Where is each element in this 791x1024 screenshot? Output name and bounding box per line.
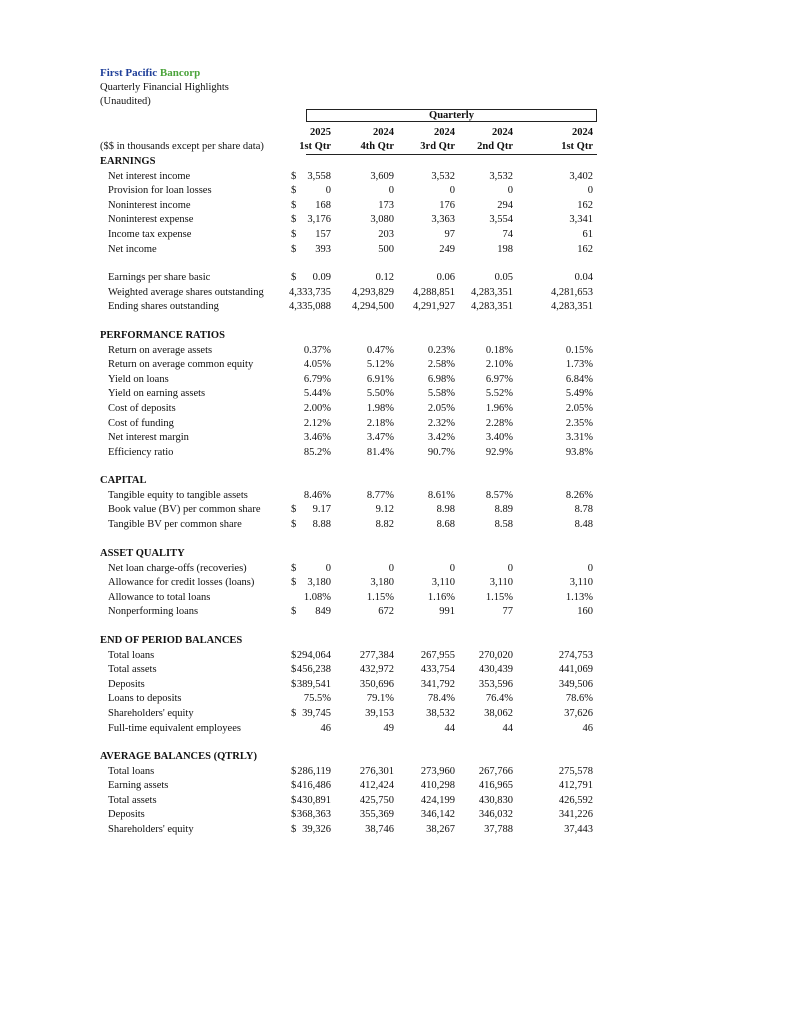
- cell-value: 389,541: [296, 678, 331, 690]
- cell-value: 85.2%: [303, 446, 331, 458]
- cell-value: 162: [577, 243, 593, 255]
- cell-value: 75.5%: [303, 693, 331, 705]
- cell-value: 425,750: [359, 794, 394, 806]
- table-row: [0, 605, 791, 619]
- cell-value: 44: [444, 722, 455, 734]
- header-underline: [306, 154, 597, 155]
- section-heading: EARNINGS: [100, 156, 156, 167]
- row-label: Allowance for credit losses (loans): [108, 577, 255, 589]
- report-subtitle: Quarterly Financial Highlights: [100, 82, 229, 93]
- row-label: Total loans: [108, 649, 155, 661]
- cell-value: 275,578: [558, 765, 593, 777]
- cell-value: 6.97%: [485, 373, 513, 385]
- cell-value: 4.05%: [303, 359, 331, 371]
- table-row: [0, 678, 791, 692]
- cell-value: 3,554: [489, 214, 513, 226]
- section-heading: END OF PERIOD BALANCES: [100, 635, 243, 646]
- cell-value: 8.88: [312, 518, 331, 530]
- cell-value: 173: [378, 199, 394, 211]
- company-logo: [100, 66, 200, 80]
- section-heading: AVERAGE BALANCES (QTRLY): [100, 751, 257, 762]
- cell-value: 430,891: [296, 794, 331, 806]
- cell-value: 294,064: [296, 649, 331, 661]
- cell-value: 39,153: [365, 708, 394, 719]
- dollar-sign: $: [291, 577, 297, 589]
- table-row: [0, 663, 791, 677]
- table-row: [0, 243, 791, 257]
- row-label: Return on average common equity: [108, 359, 254, 371]
- cell-value: 5.52%: [485, 388, 513, 400]
- cell-value: 412,424: [359, 780, 394, 792]
- row-label: Ending shares outstanding: [108, 301, 219, 313]
- table-row: [0, 503, 791, 517]
- row-label: Earnings per share basic: [108, 272, 211, 283]
- cell-value: 8.98: [436, 504, 455, 516]
- cell-value: 9.12: [375, 504, 394, 516]
- cell-value: 5.49%: [565, 388, 593, 400]
- cell-value: 1.15%: [485, 591, 513, 603]
- unaudited-note: (Unaudited): [100, 96, 151, 107]
- cell-value: 0: [587, 562, 593, 574]
- cell-value: 79.1%: [366, 693, 394, 705]
- table-row: [0, 649, 791, 663]
- cell-value: 0.47%: [366, 344, 394, 356]
- column-year: 2024: [572, 127, 593, 138]
- cell-value: 97: [444, 229, 455, 240]
- cell-value: 270,020: [478, 649, 513, 661]
- cell-value: 46: [582, 722, 593, 734]
- cell-value: 0.05: [494, 272, 513, 283]
- cell-value: 3,609: [370, 170, 394, 182]
- cell-value: 4,283,351: [471, 301, 513, 313]
- cell-value: 6.84%: [565, 373, 593, 385]
- cell-value: 1.13%: [565, 591, 593, 603]
- table-row: [0, 184, 791, 198]
- column-year: 2025: [310, 127, 331, 138]
- dollar-sign: $: [291, 229, 297, 240]
- cell-value: 9.17: [312, 504, 331, 516]
- cell-value: 249: [439, 243, 455, 255]
- row-label: Shareholders' equity: [108, 708, 194, 719]
- cell-value: 353,596: [478, 678, 513, 690]
- cell-value: 78.4%: [427, 693, 455, 705]
- dollar-sign: $: [291, 606, 297, 618]
- row-label: Cost of deposits: [108, 403, 176, 414]
- row-label: Book value (BV) per common share: [108, 504, 261, 516]
- cell-value: 8.77%: [366, 489, 394, 501]
- cell-value: 3,110: [431, 577, 455, 589]
- column-quarter: 2nd Qtr: [477, 141, 513, 152]
- row-label: Full-time equivalent employees: [108, 722, 241, 734]
- dollar-sign: $: [291, 518, 297, 530]
- cell-value: 410,298: [420, 780, 455, 792]
- cell-value: 38,746: [365, 824, 394, 835]
- cell-value: 93.8%: [565, 446, 593, 458]
- cell-value: 350,696: [359, 678, 394, 690]
- cell-value: 1.96%: [485, 403, 513, 414]
- row-label: Net income: [108, 243, 157, 255]
- cell-value: 430,439: [478, 664, 513, 676]
- cell-value: 267,766: [478, 765, 513, 777]
- row-label: Total loans: [108, 765, 155, 777]
- cell-value: 0: [325, 185, 331, 197]
- cell-value: 672: [378, 606, 394, 618]
- cell-value: 286,119: [297, 765, 331, 777]
- dollar-sign: $: [291, 794, 297, 806]
- cell-value: 176: [439, 199, 455, 211]
- cell-value: 3.42%: [427, 432, 455, 444]
- cell-value: 37,626: [564, 708, 593, 719]
- cell-value: 267,955: [420, 649, 455, 661]
- row-label: Deposits: [108, 678, 145, 690]
- table-row: [0, 170, 791, 184]
- cell-value: 0: [507, 185, 513, 197]
- cell-value: 0.23%: [427, 344, 455, 356]
- dollar-sign: $: [291, 780, 297, 792]
- dollar-sign: $: [291, 199, 297, 211]
- table-row: [0, 358, 791, 372]
- cell-value: 8.68: [436, 518, 455, 530]
- cell-value: 0: [325, 562, 331, 574]
- cell-value: 3,532: [431, 170, 455, 182]
- table-row: [0, 692, 791, 706]
- cell-value: 8.48: [574, 518, 593, 530]
- row-label: Net loan charge-offs (recoveries): [108, 562, 247, 574]
- table-row: [0, 199, 791, 213]
- cell-value: 76.4%: [485, 693, 513, 705]
- table-row: [0, 591, 791, 605]
- cell-value: 2.32%: [427, 417, 455, 429]
- cell-value: 4,291,927: [413, 301, 455, 313]
- cell-value: 349,506: [558, 678, 593, 690]
- cell-value: 198: [497, 243, 513, 255]
- cell-value: 5.58%: [427, 388, 455, 400]
- table-row: [0, 431, 791, 445]
- cell-value: 3,110: [489, 577, 513, 589]
- cell-value: 38,267: [426, 824, 455, 835]
- cell-value: 3.31%: [565, 432, 593, 444]
- cell-value: 162: [577, 199, 593, 211]
- cell-value: 0: [587, 185, 593, 197]
- column-year: 2024: [373, 127, 394, 138]
- cell-value: 4,283,351: [471, 286, 513, 298]
- table-row: [0, 300, 791, 314]
- cell-value: 3.40%: [485, 432, 513, 444]
- cell-value: 1.08%: [303, 591, 331, 603]
- row-label: Yield on loans: [108, 373, 169, 385]
- cell-value: 500: [378, 243, 394, 255]
- cell-value: 77: [502, 606, 513, 618]
- row-label: Efficiency ratio: [108, 446, 174, 458]
- table-row: [0, 387, 791, 401]
- table-row: [0, 794, 791, 808]
- cell-value: 5.44%: [303, 388, 331, 400]
- cell-value: 2.58%: [427, 359, 455, 371]
- cell-value: 416,965: [478, 780, 513, 792]
- dollar-sign: $: [291, 649, 297, 661]
- section-heading: ASSET QUALITY: [100, 548, 185, 559]
- cell-value: 3,176: [307, 214, 331, 226]
- cell-value: 430,830: [478, 794, 513, 806]
- dollar-sign: $: [291, 170, 297, 182]
- cell-value: 38,062: [484, 708, 513, 719]
- cell-value: 46: [320, 722, 331, 734]
- column-quarter: 3rd Qtr: [420, 141, 455, 152]
- cell-value: 3,080: [370, 214, 394, 226]
- row-label: Income tax expense: [108, 229, 192, 240]
- cell-value: 4,293,829: [352, 286, 394, 298]
- cell-value: 276,301: [359, 765, 394, 777]
- table-row: [0, 271, 791, 285]
- cell-value: 78.6%: [565, 693, 593, 705]
- cell-value: 4,283,351: [551, 301, 593, 313]
- dollar-sign: $: [291, 504, 297, 516]
- table-row: [0, 373, 791, 387]
- cell-value: 346,142: [420, 809, 455, 821]
- cell-value: 4,335,088: [289, 301, 331, 313]
- cell-value: 341,226: [558, 809, 593, 821]
- cell-value: 0.04: [574, 272, 593, 283]
- row-label: Deposits: [108, 809, 145, 821]
- column-quarter: 1st Qtr: [299, 141, 331, 152]
- table-row: [0, 765, 791, 779]
- cell-value: 39,326: [302, 824, 331, 835]
- row-label: Total assets: [108, 794, 157, 806]
- cell-value: 341,792: [420, 678, 455, 690]
- cell-value: 426,592: [558, 794, 593, 806]
- cell-value: 0.06: [436, 272, 455, 283]
- cell-value: 0: [449, 562, 455, 574]
- cell-value: 0.12: [375, 272, 394, 283]
- cell-value: 168: [315, 199, 331, 211]
- cell-value: 1.15%: [366, 591, 394, 603]
- company-name-part1: First Pacific: [100, 67, 158, 79]
- cell-value: 81.4%: [366, 446, 394, 458]
- cell-value: 346,032: [478, 809, 513, 821]
- cell-value: 8.82: [375, 518, 394, 530]
- cell-value: 157: [315, 229, 331, 240]
- cell-value: 368,363: [296, 809, 331, 821]
- cell-value: 74: [502, 229, 513, 240]
- column-year: 2024: [492, 127, 513, 138]
- cell-value: 160: [577, 606, 593, 618]
- cell-value: 2.18%: [366, 417, 394, 429]
- cell-value: 441,069: [558, 664, 593, 676]
- row-label: Return on average assets: [108, 344, 213, 356]
- cell-value: 3,402: [569, 170, 593, 182]
- cell-value: 3.46%: [303, 432, 331, 444]
- cell-value: 2.05%: [565, 403, 593, 414]
- cell-value: 0: [449, 185, 455, 197]
- cell-value: 5.50%: [366, 388, 394, 400]
- company-name-part2: Bancorp: [159, 67, 201, 79]
- table-row: [0, 722, 791, 736]
- table-row: [0, 228, 791, 242]
- cell-value: 4,294,500: [352, 301, 394, 313]
- table-row: [0, 286, 791, 300]
- cell-value: 0: [388, 562, 394, 574]
- cell-value: 2.05%: [427, 403, 455, 414]
- cell-value: 3,558: [307, 170, 331, 182]
- cell-value: 991: [439, 606, 455, 618]
- dollar-sign: $: [291, 562, 297, 574]
- cell-value: 6.98%: [427, 373, 455, 385]
- table-row: [0, 707, 791, 721]
- cell-value: 44: [502, 722, 513, 734]
- row-label: Shareholders' equity: [108, 824, 194, 835]
- table-row: [0, 417, 791, 431]
- cell-value: 2.10%: [485, 359, 513, 371]
- cell-value: 294: [497, 199, 513, 211]
- dollar-sign: $: [291, 765, 297, 777]
- table-row: [0, 518, 791, 532]
- cell-value: 274,753: [558, 649, 593, 661]
- row-label: Loans to deposits: [108, 693, 182, 705]
- cell-value: 2.00%: [303, 403, 331, 414]
- table-row: [0, 808, 791, 822]
- table-row: [0, 562, 791, 576]
- cell-value: 8.26%: [565, 489, 593, 501]
- cell-value: 37,443: [564, 824, 593, 835]
- dollar-sign: $: [291, 185, 297, 197]
- cell-value: 4,333,735: [289, 286, 331, 298]
- row-label: Weighted average shares outstanding: [108, 286, 264, 298]
- cell-value: 4,281,653: [551, 286, 593, 298]
- cell-value: 849: [315, 606, 331, 618]
- cell-value: 3.47%: [366, 432, 394, 444]
- table-row: [0, 489, 791, 503]
- cell-value: 1.73%: [565, 359, 593, 371]
- cell-value: 8.61%: [427, 489, 455, 501]
- row-label: Tangible equity to tangible assets: [108, 489, 248, 501]
- cell-value: 355,369: [359, 809, 394, 821]
- cell-value: 3,180: [370, 577, 394, 589]
- cell-value: 0.09: [312, 272, 331, 283]
- cell-value: 92.9%: [485, 446, 513, 458]
- cell-value: 3,180: [307, 577, 331, 589]
- cell-value: 1.16%: [427, 591, 455, 603]
- dollar-sign: $: [291, 272, 297, 283]
- table-row: [0, 823, 791, 837]
- cell-value: 0: [388, 185, 394, 197]
- column-year: 2024: [434, 127, 455, 138]
- cell-value: 4,288,851: [413, 286, 455, 298]
- cell-value: 2.35%: [565, 417, 593, 429]
- cell-value: 433,754: [420, 664, 455, 676]
- row-label: Net interest income: [108, 170, 191, 182]
- table-row: [0, 446, 791, 460]
- dollar-sign: $: [291, 678, 297, 690]
- cell-value: 3,532: [489, 170, 513, 182]
- cell-value: 2.28%: [485, 417, 513, 429]
- row-label: Noninterest income: [108, 199, 191, 211]
- cell-value: 90.7%: [427, 446, 455, 458]
- cell-value: 393: [315, 243, 331, 255]
- section-heading: PERFORMANCE RATIOS: [100, 330, 225, 341]
- row-label: Cost of funding: [108, 417, 174, 429]
- cell-value: 8.89: [494, 504, 513, 516]
- cell-value: 3,341: [569, 214, 593, 226]
- cell-value: 424,199: [420, 794, 455, 806]
- cell-value: 8.46%: [303, 489, 331, 501]
- table-row: [0, 576, 791, 590]
- dollar-sign: $: [291, 664, 297, 676]
- row-label: Total assets: [108, 664, 157, 676]
- dollar-sign: $: [291, 708, 297, 719]
- cell-value: 1.98%: [366, 403, 394, 414]
- cell-value: 412,791: [558, 780, 593, 792]
- cell-value: 39,745: [302, 708, 331, 719]
- row-label: Earning assets: [108, 780, 169, 792]
- table-row: [0, 344, 791, 358]
- dollar-sign: $: [291, 214, 297, 226]
- units-note: ($$ in thousands except per share data): [100, 141, 264, 152]
- quarterly-header-box: Quarterly: [306, 109, 597, 122]
- row-label: Allowance to total loans: [108, 591, 211, 603]
- cell-value: 203: [378, 229, 394, 240]
- cell-value: 38,532: [426, 708, 455, 719]
- row-label: Provision for loan losses: [108, 185, 212, 197]
- cell-value: 432,972: [359, 664, 394, 676]
- cell-value: 8.57%: [485, 489, 513, 501]
- cell-value: 416,486: [296, 780, 331, 792]
- section-heading: CAPITAL: [100, 475, 147, 486]
- cell-value: 273,960: [420, 765, 455, 777]
- dollar-sign: $: [291, 243, 297, 255]
- cell-value: 3,363: [431, 214, 455, 226]
- cell-value: 0.18%: [485, 344, 513, 356]
- row-label: Yield on earning assets: [108, 388, 206, 400]
- cell-value: 8.58: [494, 518, 513, 530]
- cell-value: 8.78: [574, 504, 593, 516]
- row-label: Tangible BV per common share: [108, 518, 242, 530]
- column-quarter: 1st Qtr: [561, 141, 593, 152]
- dollar-sign: $: [291, 824, 297, 835]
- table-row: [0, 402, 791, 416]
- cell-value: 0: [507, 562, 513, 574]
- cell-value: 0.37%: [303, 344, 331, 356]
- cell-value: 37,788: [484, 824, 513, 835]
- row-label: Nonperforming loans: [108, 606, 199, 618]
- cell-value: 2.12%: [303, 417, 331, 429]
- cell-value: 0.15%: [565, 344, 593, 356]
- cell-value: 456,238: [296, 664, 331, 676]
- cell-value: 61: [582, 229, 593, 240]
- row-label: Noninterest expense: [108, 214, 194, 226]
- cell-value: 5.12%: [366, 359, 394, 371]
- dollar-sign: $: [291, 809, 297, 821]
- column-quarter: 4th Qtr: [360, 141, 394, 152]
- cell-value: 6.79%: [303, 373, 331, 385]
- cell-value: 3,110: [569, 577, 593, 589]
- cell-value: 277,384: [359, 649, 394, 661]
- table-row: [0, 779, 791, 793]
- row-label: Net interest margin: [108, 432, 189, 444]
- cell-value: 49: [383, 722, 394, 734]
- table-row: [0, 213, 791, 227]
- cell-value: 6.91%: [366, 373, 394, 385]
